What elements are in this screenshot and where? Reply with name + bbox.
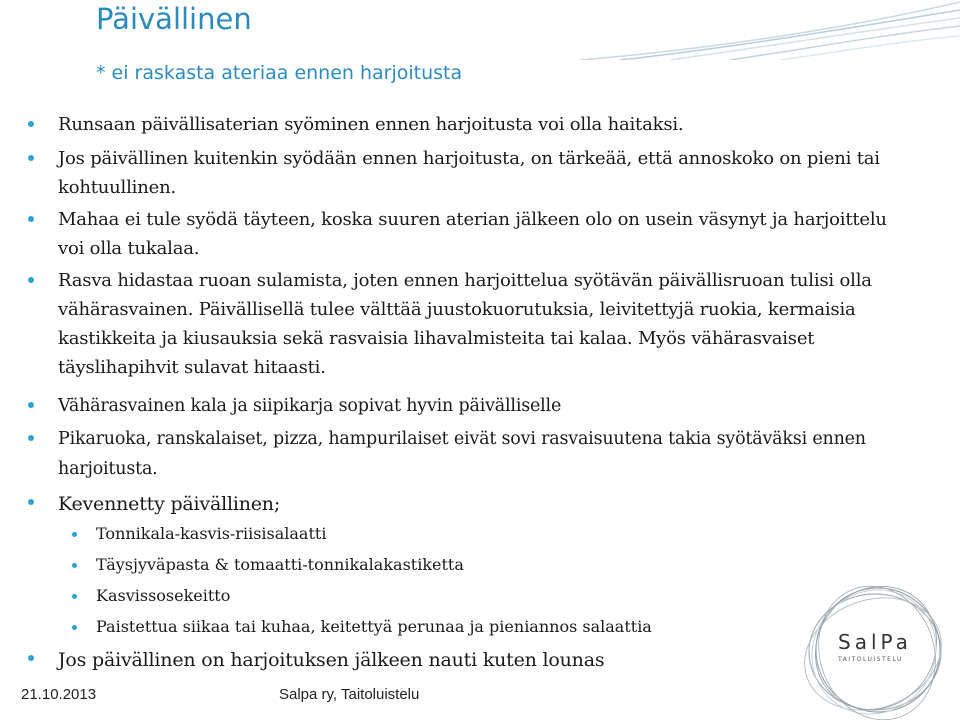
slide-title: Päivällinen	[96, 2, 252, 36]
bullet-item: Rasva hidastaa ruoan sulamista, joten ennen harjoittelua syötävän päivällisruoan tulisi olla vähärasvainen. Päivällisellä tulee välttää juustokuorutuksia, leivitettyjä ruokia, kermaisia kastikkeita ja kiusauksia sekä rasvaisia lihavalmisteita tai kalaa. Myös vähärasvaiset täyslihapihvit sulavat hitaasti.	[58, 266, 898, 382]
bullet-item: Jos päivällinen on harjoituksen jälkeen nauti kuten lounas	[58, 644, 898, 676]
bullet-item: Runsaan päivällisaterian syöminen ennen harjoitusta voi olla haitaksi.	[58, 110, 898, 139]
bullet-item: Jos päivällinen kuitenkin syödään ennen harjoitusta, on tärkeää, että annoskoko on pieni tai kohtuullinen.	[58, 144, 898, 202]
bullet-item: Kevennetty päivällinen;	[58, 488, 898, 520]
logo-subtext: TAITOLUISTELU	[838, 656, 903, 663]
sub-bullet-item: Tonnikala-kasvis-riisisalaatti	[96, 522, 796, 546]
sub-bullet-item: Paistettua siikaa tai kuhaa, keitettyä perunaa ja pieniannos salaattia	[96, 615, 796, 639]
sub-bullet-item: Kasvissosekeitto	[96, 584, 796, 608]
bullet-item: Pikaruoka, ranskalaiset, pizza, hampurilaiset eivät sovi rasvaisuutena takia syötäväksi ennen harjoitusta.	[58, 424, 898, 484]
slide-subtitle: * ei raskasta ateriaa ennen harjoitusta	[96, 62, 463, 84]
bullet-item: Mahaa ei tule syödä täyteen, koska suuren aterian jälkeen olo on usein väsynyt ja harjoittelu voi olla tukalaa.	[58, 205, 898, 263]
sub-bullet-item: Täysjyväpasta & tomaatti-tonnikalakastiketta	[96, 553, 796, 577]
footer-date: 21.10.2013	[21, 686, 97, 703]
bullet-item: Vähärasvainen kala ja siipikarja sopivat hyvin päivälliselle	[58, 391, 898, 421]
logo-text: SalPa	[838, 630, 912, 654]
footer-organization: Salpa ry, Taitoluistelu	[279, 686, 420, 703]
